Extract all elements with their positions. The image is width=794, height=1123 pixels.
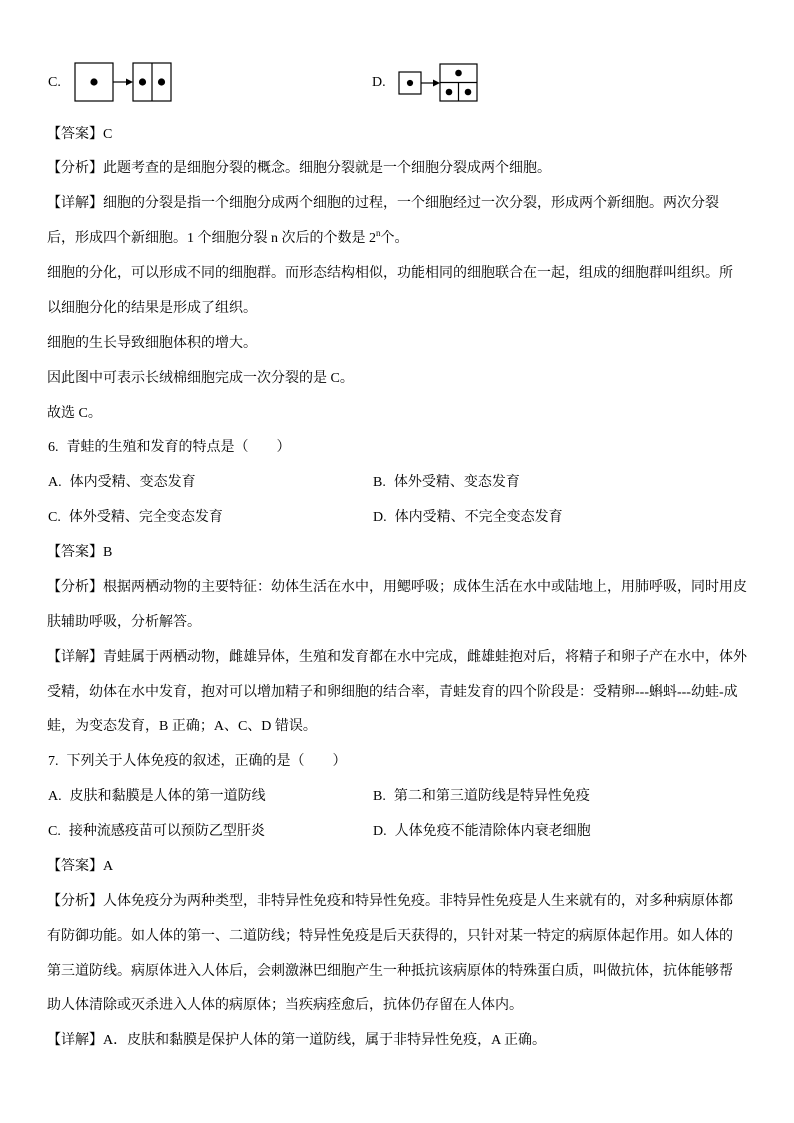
option-text: 体内受精、不完全变态发育 <box>394 510 563 526</box>
q5-conclusion <box>47 362 748 397</box>
q7-stem <box>47 745 748 780</box>
daughter-nucleus-bottom-right <box>465 89 472 96</box>
option-label: B. <box>373 789 386 805</box>
q6-option-a <box>47 466 372 501</box>
option-label: D. <box>373 824 387 839</box>
q7-options-row <box>47 780 748 815</box>
q5-differentiation <box>47 257 748 292</box>
option-label: A. <box>48 789 62 805</box>
q6-options-row <box>47 466 748 501</box>
option-label: D. <box>373 510 387 526</box>
q5-differentiation <box>47 292 748 327</box>
q7-detail <box>47 1024 748 1059</box>
line-text: 后，形成四个新细胞。1 个细胞分裂 n 次后的个数是 2 <box>47 231 376 247</box>
q6-option-d <box>372 501 697 536</box>
parent-nucleus <box>407 80 413 86</box>
option-c-label: C. <box>48 75 61 90</box>
answer-value: B <box>103 545 113 560</box>
q7-answer <box>47 850 748 885</box>
question-number: 7. <box>48 754 59 770</box>
detail-label: 【详解】 <box>47 649 103 665</box>
parent-nucleus <box>90 78 97 85</box>
q7-option-a <box>47 780 372 815</box>
q7-analysis <box>47 885 748 920</box>
line-text: 细胞的分化，可以形成不同的细胞群。而形态结构相似，功能相同的细胞联合在一起，组成的细胞群叫组织。所 <box>47 266 733 281</box>
option-label: C. <box>48 510 61 526</box>
line-text: A．皮肤和黏膜是保护人体的第一道防线，属于非特异性免疫，A 正确。 <box>103 1033 546 1049</box>
line-text: 细胞的生长导致细胞体积的增大。 <box>47 335 257 351</box>
q7-analysis <box>47 989 748 1024</box>
answer-value: C <box>103 126 113 142</box>
question-stem: 下列关于人体免疫的叙述，正确的是（ ） <box>66 754 347 770</box>
daughter-nucleus-right <box>158 78 165 85</box>
line-text: 受精，幼体在水中发育，抱对可以增加精子和卵细胞的结合率，青蛙发育的四个阶段是：受精卵---蝌蚪---幼蛙-成 <box>47 684 738 700</box>
q7-analysis <box>47 920 748 955</box>
option-text: 皮肤和黏膜是人体的第一道防线 <box>69 789 266 805</box>
line-text: 肤辅助呼吸，分析解答。 <box>47 614 201 630</box>
q7-options-row <box>47 815 748 850</box>
analysis-label: 【分析】 <box>47 161 103 177</box>
q6-detail <box>47 641 748 676</box>
answer-label: 【答案】 <box>47 858 103 874</box>
answer-label: 【答案】 <box>47 545 103 560</box>
q5-growth <box>47 327 748 362</box>
line-text: 个。 <box>380 231 409 247</box>
option-text: 体内受精、变态发育 <box>69 475 196 491</box>
line-text: 助人体清除或灭杀进入人体的病原体；当疾病痊愈后，抗体仍存留在人体内。 <box>47 998 523 1014</box>
q7-option-d <box>372 815 697 850</box>
arrow-head <box>433 80 440 87</box>
question-stem: 青蛙的生殖和发育的特点是（ ） <box>66 440 291 456</box>
q5-division-count <box>47 222 748 257</box>
detail-label: 【详解】 <box>47 1033 103 1049</box>
analysis-label: 【分析】 <box>47 893 103 909</box>
answer-value: A <box>103 858 114 874</box>
daughter-nucleus-left <box>139 78 146 85</box>
q5-analysis <box>47 152 748 187</box>
line-text: 人体免疫分为两种类型，非特异性免疫和特异性免疫。非特异性免疫是人生来就有的，对多种病原体都 <box>103 893 733 909</box>
option-c-diagram <box>72 60 174 104</box>
option-text: 接种流感疫苗可以预防乙型肝炎 <box>68 824 265 839</box>
option-text: 体外受精、完全变态发育 <box>68 510 223 526</box>
option-d-diagram <box>396 61 480 105</box>
analysis-label: 【分析】 <box>47 579 103 595</box>
question-number: 6. <box>48 440 59 456</box>
line-text: 根据两栖动物的主要特征：幼体生活在水中，用鳃呼吸；成体生活在水中或陆地上，用肺呼吸，同时用皮 <box>103 579 747 595</box>
q6-stem <box>47 431 748 466</box>
q6-analysis <box>47 571 748 606</box>
line-text: 第三道防线。病原体进入人体后，会刺激淋巴细胞产生一种抵抗该病原体的特殊蛋白质，叫做抗体，抗体能够帮 <box>47 963 733 979</box>
q6-option-b <box>372 466 697 501</box>
detail-label: 【详解】 <box>47 196 103 212</box>
q7-option-b <box>372 780 697 815</box>
line-text: 青蛙属于两栖动物，雌雄异体，生殖和发育都在水中完成，雌雄蛙抱对后，将精子和卵子产在水中，体外 <box>103 649 747 665</box>
q6-answer <box>47 536 748 571</box>
q6-detail <box>47 710 748 745</box>
q5-choice <box>47 397 748 432</box>
line-text: 细胞的分裂是指一个细胞分成两个细胞的过程，一个细胞经过一次分裂，形成两个新细胞。两次分裂 <box>103 196 719 212</box>
q6-analysis <box>47 606 748 641</box>
option-d-label: D. <box>372 75 386 90</box>
q6-option-c <box>47 501 372 536</box>
line-text: 以细胞分化的结果是形成了组织。 <box>47 300 257 316</box>
answer-label: 【答案】 <box>47 126 103 142</box>
line-text: 因此图中可表示长绒棉细胞完成一次分裂的是 C。 <box>47 370 354 386</box>
line-text: 故选 C。 <box>47 405 102 421</box>
line-text: 有防御功能。如人体的第一、二道防线；特异性免疫是后天获得的，只针对某一特定的病原体起作用。如人体的 <box>47 928 733 944</box>
exponent: n <box>376 228 381 239</box>
daughter-nucleus-top <box>455 70 462 77</box>
daughter-nucleus-bottom-left <box>446 89 453 96</box>
q6-detail <box>47 676 748 711</box>
q5-detail <box>47 187 748 222</box>
option-label: C. <box>48 824 61 839</box>
q7-analysis <box>47 955 748 990</box>
line-text: 蛙，为变态发育，B 正确；A、C、D 错误。 <box>47 719 317 735</box>
option-text: 人体免疫不能清除体内衰老细胞 <box>394 824 591 839</box>
arrow-head <box>126 79 133 86</box>
q6-options-row <box>47 501 748 536</box>
q5-answer <box>47 118 748 153</box>
option-label: A. <box>48 475 62 491</box>
option-text: 第二和第三道防线是特异性免疫 <box>393 789 590 805</box>
line-text: 此题考查的是细胞分裂的概念。细胞分裂就是一个细胞分裂成两个细胞。 <box>103 161 551 177</box>
option-text: 体外受精、变态发育 <box>393 475 520 491</box>
answer-explanations <box>47 118 748 1060</box>
q7-option-c <box>47 815 372 850</box>
option-label: B. <box>373 475 386 491</box>
